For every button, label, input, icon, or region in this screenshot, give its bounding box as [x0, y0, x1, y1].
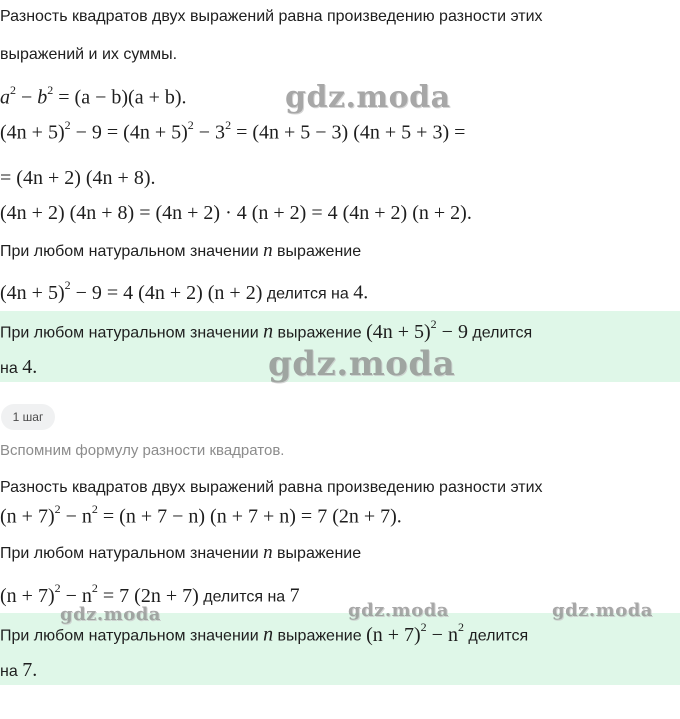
- answer-2-line-1: При любом натуральном значении n выражение $(n + 7)^2 - n^2$ делится: [0, 620, 529, 646]
- conclusion-1-expression: $(4n + 5)^2 - 9 = 4$ (4n + 2) (n + 2) делится на 4.: [0, 278, 369, 304]
- step-badge: 1 шаг: [1, 404, 55, 430]
- conclusion-2-text: При любом натуральном значении n выражение: [0, 542, 362, 563]
- watermark-5: gdz.moda: [552, 600, 653, 621]
- watermark-1: gdz.moda: [285, 80, 451, 115]
- part-2-line-1: Разность квадратов двух выражений равна произведению разности этих: [0, 479, 543, 496]
- math-step-2: (4n + 2) (4n + 8) = (4n + 2) · 4 (n + 2) = 4 (4n + 2) (n + 2).: [0, 202, 472, 224]
- answer-2-line-2: на 7.: [0, 659, 38, 681]
- intro-line-2: выражений и их суммы.: [0, 46, 178, 63]
- hint-text: Вспомним формулу разности квадратов.: [0, 442, 285, 459]
- answer-1-line-1: При любом натуральном значении n выражение $(4n + 5)^2 - 9$ делится: [0, 317, 533, 343]
- part-2-formula: $(n + 7)^2 - n^2 = (n + 7 - n)$ (n + 7 + n) = 7 (2n + 7).: [0, 502, 402, 528]
- watermark-3: gdz.moda: [60, 604, 161, 625]
- watermark-4: gdz.moda: [348, 600, 449, 621]
- watermark-2: gdz.moda: [268, 344, 456, 384]
- math-step-1b: = (4n + 2) (4n + 8).: [0, 167, 156, 189]
- math-step-1a: $(4n + 5)^2 - 9 = (4n + 5)^2 - 3^2 = (4n + 5 - 3)$ (4n + 5 + 3) =: [0, 118, 466, 144]
- formula-difference-of-squares: $a^2 - b^2 = (a - b)(a + b)$.: [0, 83, 187, 109]
- answer-1-line-2: на 4.: [0, 356, 38, 378]
- conclusion-1-text: При любом натуральном значении n выражение: [0, 240, 362, 261]
- intro-line-1: Разность квадратов двух выражений равна произведению разности этих: [0, 8, 543, 25]
- conclusion-2-expression: $(n + 7)^2 - n^2 = 7$ (2n + 7) делится на 7: [0, 581, 300, 607]
